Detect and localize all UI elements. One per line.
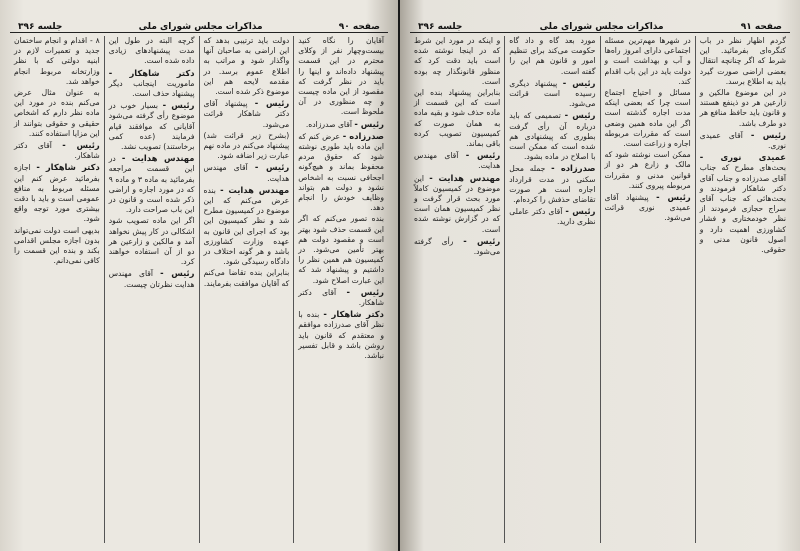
- paragraph-text: اگر این ماده تصویب شود اشکالی در کار پیش نخواهد آمد و مالکین و زارعین هر دو از آن استفاده خواهند کرد.: [108, 216, 195, 267]
- paragraph: [298, 309, 384, 361]
- paragraph-text: آقای صدرزاده.: [305, 119, 352, 129]
- paragraph-text: مورد بعد گاه و داد گاه حکومت می‌کند برای تنظیم امور و قانون هم این را گفته است.: [509, 36, 596, 76]
- paragraph-text: اجازه بفرمائید عرض کنم این مسئله مربوط به منافع عمومی است و باید با دقت بیشتری مورد توجه واقع شود.: [14, 163, 100, 224]
- speaker-name: رئیس -: [346, 286, 384, 297]
- paragraph: [298, 214, 384, 285]
- paragraph: [14, 36, 100, 87]
- paragraph-text: عرض کنم که این ماده باید طوری نوشته شود که حقوق مردم محفوظ بماند و هیچ‌گونه اجحافی نسبت به اشخاص نشود و دولت هم بتواند وظایف خودش را انجام دهد.: [298, 131, 384, 213]
- journal-title: مذاکرات مجلس شورای ملی: [539, 22, 664, 32]
- paragraph-text: بنده با نظر آقای صدرزاده موافقم و معتقدم که قانون باید روشن باشد و قابل تفسیر نباشد.: [298, 310, 384, 361]
- speaker-name: رئیس -: [465, 150, 501, 161]
- paragraph: [414, 36, 500, 87]
- page-header: [10, 18, 388, 33]
- text-column: [695, 36, 790, 543]
- text-column: [293, 36, 388, 543]
- paragraph-text: آقایان را نگاه کنید بیست‌وچهار نفر از وکلای محترم در این قسمت پیشنهاد داده‌اند و اینها را باید در نظر گرفت که مقصود از این ماده چیست و چه منظوری در آن ملحوظ است.: [298, 36, 384, 117]
- paragraph: [509, 36, 595, 77]
- speaker-name: رئیس -: [62, 140, 100, 151]
- paragraph: [204, 131, 290, 162]
- paragraph: [109, 268, 195, 289]
- paragraph-text: بنده تصور می‌کنم که اگر این قسمت حذف شود بهتر است و مقصود دولت هم بهتر تأمین می‌شود. در کمیسیون هم همین نظر را داشتیم و پیشنهاد شد که این عبارت اصلاح شود.: [298, 214, 384, 285]
- speaker-name: دکتر شاهکار -: [36, 162, 100, 173]
- session-number: جلسه ۳۹۶: [18, 22, 63, 32]
- paragraph-text: آقای عمیدی نوری.: [699, 130, 786, 151]
- paragraph: [700, 36, 786, 87]
- paragraph-text: در شهرها مهم‌ترین مسئله اجتماعی دارای امروز راه‌ها و آب و بهداشت است و دولت باید در این باب اقدام کند.: [604, 36, 691, 86]
- paragraph-text: دولت باید ترتیبی بدهد که این اراضی به صاحبان آنها واگذار شود و مراتب به اطلاع عموم برسد. در مقدمه لایحه هم این موضوع ذکر شده است.: [203, 36, 290, 97]
- paragraph: [700, 88, 786, 129]
- page-header: [410, 18, 790, 33]
- paragraph-text: آقای مهندس هدایت.: [203, 163, 290, 183]
- paragraph: [298, 119, 384, 130]
- speaker-name: رئیس -: [564, 110, 596, 121]
- speaker-name: رئیس -: [463, 235, 501, 246]
- speaker-name: رئیس -: [562, 77, 596, 88]
- paragraph: [509, 110, 595, 162]
- paragraph: [605, 150, 691, 191]
- speaker-name: رئیس -: [656, 192, 691, 203]
- paragraph: [700, 152, 786, 255]
- paragraph-text: رأی گرفته می‌شود.: [414, 236, 501, 257]
- paragraph-text: پیشنهاد آقای دکتر شاهکار قرائت می‌شود.: [203, 99, 290, 129]
- paragraph-text: ۸ - اقدام و انجام ساختمان جدید و تعمیرات لازم در ابنیه دولتی که با نظر وزارتخانه مربوط انجام خواهد شد.: [14, 36, 100, 86]
- paragraph: [509, 78, 595, 110]
- paragraph: [109, 216, 195, 267]
- paragraph-text: پیشنهاد آقای عمیدی نوری قرائت می‌شود.: [604, 193, 691, 223]
- paragraph: [509, 206, 595, 227]
- paragraph: [109, 68, 195, 100]
- paragraph: [204, 185, 290, 268]
- text-column: [10, 36, 104, 543]
- speaker-name: دکتر شاهکار -: [108, 67, 195, 78]
- paragraph: [109, 36, 195, 67]
- paragraph: [605, 192, 691, 224]
- paragraph-text: این موضوع در کمیسیون کاملاً مورد بحث قرار گرفت و نظر کمیسیون همان است که در گزارش نوشته شده است.: [414, 173, 501, 234]
- paragraph: [605, 36, 691, 87]
- paragraph: [298, 131, 384, 214]
- text-column: [104, 36, 199, 543]
- paragraph-text: بنابراین بنده تقاضا می‌کنم که آقایان موافقت بفرمایند.: [203, 268, 290, 288]
- right-page: [400, 0, 800, 551]
- paragraph-text: آقای مهندس هدایت.: [414, 151, 501, 171]
- paragraph-text: در این قسمت مراجعه بفرمائید به ماده ۳ و ماده ۹ که در مورد اجاره و اراضی ذکر شده است و قانون در این باب صراحت دارد.: [108, 154, 195, 215]
- paragraph: [14, 226, 100, 267]
- paragraph-text: بسیار خوب در موضوع رأی گرفته می‌شود آقایانی که موافقند قیام فرمایند (عده کمی برخاستند) تصویب نشد.: [108, 101, 195, 152]
- paragraph: [14, 88, 100, 139]
- speaker-name: دکتر شاهکار -: [323, 309, 384, 320]
- paragraph: [414, 88, 500, 149]
- paragraph-text: تصمیمی که باید درباره آن رأی گرفت بطوری که پیشنهادی هم شده است که ممکن است با اصلاح در ماده بشود.: [509, 111, 596, 162]
- paragraph-text: در این موضوع مالکین و زارعین هر دو ذینفع هستند و قانون باید حافظ منافع هر دو طرف باشد.: [699, 88, 786, 128]
- paragraph-text: آقای دکتر شاهکار.: [14, 141, 100, 161]
- speaker-name: عمیدی نوری -: [699, 152, 786, 163]
- paragraph-text: بحث‌های مطرح که جناب آقای صدرزاده و جناب آقای دکتر شاهکار فرمودند و بحث‌هائی که جناب آقای سراج حجازی فرمودند از نظر خودمختاری و فشار کشاورزی اهمیت دارد و اصول قانون مدنی و حقوقی.: [699, 163, 786, 255]
- paragraph-text: ماموریت اینجانب دیگر پیشنهاد حذف است.: [108, 78, 195, 99]
- text-column: [504, 36, 599, 543]
- paragraph: [204, 162, 290, 183]
- page-number: صفحه ۹۰: [338, 22, 380, 32]
- speaker-name: رئیس -: [162, 100, 195, 111]
- paragraph: [605, 88, 691, 149]
- paragraph-text: آقای دکتر عاملی نظری دارید.: [509, 207, 596, 227]
- speaker-name: رئیس -: [254, 162, 290, 173]
- paragraph: [414, 173, 500, 235]
- speaker-name: رئیس -: [565, 206, 596, 217]
- left-page: [0, 0, 398, 551]
- speaker-name: رئیس -: [160, 268, 195, 279]
- paragraph: [700, 130, 786, 151]
- paragraph-text: آقای مهندس هدایت نظرتان چیست.: [108, 269, 195, 289]
- paragraph: [298, 287, 384, 308]
- speaker-name: رئیس -: [254, 98, 290, 109]
- page-number: صفحه ۹۱: [740, 22, 782, 32]
- speaker-name: مهندس هدایت -: [220, 184, 290, 195]
- paragraph: [204, 268, 290, 288]
- text-column: [199, 36, 294, 543]
- paragraph: [14, 162, 100, 224]
- paragraph-text: بنده عرض می‌کنم که این موضوع در کمیسیون مطرح شد و نظر کمیسیون این بود که اجرای این قانون به عهده وزارت کشاورزی باشد و هر گونه اختلاف در دادگاه رسیدگی شود.: [203, 185, 290, 267]
- paragraph-text: به عنوان مثال عرض می‌کنم بنده در مورد این ماده نظر دارم که اشخاص حقیقی و حقوقی بتوانند از این مزایا استفاده کنند.: [14, 88, 100, 138]
- paragraph-text: و اینکه در مورد این شرط که در اینجا نوشته شده است باید دقت کرد که منظور قانونگذار چه بوده است.: [414, 36, 501, 86]
- paragraph-text: آقای دکتر شاهکار.: [298, 287, 384, 308]
- paragraph-text: مسائل و احتیاج اجتماع است چرا که بعضی اینکه مدت اجاره گذشته است اگر این ماده همین وضعی است که مقررات مربوطه اجاره و زراعت است.: [604, 88, 691, 149]
- text-column: [600, 36, 695, 543]
- speaker-name: رئیس -: [750, 129, 786, 140]
- paragraph-text: بنابراین پیشنهاد بنده این است که این قسمت از ماده حذف شود و بقیه ماده به همان صورت که کمیسیون تصویب کرده باقی بماند.: [414, 88, 501, 149]
- paragraph: [509, 163, 595, 205]
- text-columns: [410, 36, 790, 543]
- paragraph: [14, 140, 100, 161]
- journal-title: مذاکرات مجلس شورای ملی: [138, 22, 263, 32]
- paragraph: [414, 150, 500, 171]
- paragraph-text: جمله محل سکنی در مدت قرارداد اجاره است هر صورت تقاضای حذفش را کرده‌ام.: [509, 164, 596, 205]
- paragraph: [298, 36, 384, 118]
- text-columns: [10, 36, 388, 543]
- speaker-name: صدرزاده -: [551, 163, 596, 174]
- speaker-name: رئیس -: [354, 118, 384, 129]
- paragraph: [109, 100, 195, 152]
- paragraph-text: گرچه البته در طول این مدت پیشنهادهای زیادی داده شده است.: [108, 36, 195, 66]
- paragraph-text: پیشنهاد دیگری رسیده است قرائت می‌شود.: [509, 78, 596, 109]
- paragraph-text: گردم اظهار نظر در باب کنگره‌ای بفرمائید. این شرط که اگر چنانچه انتقال بعضی اراضی صورت گیرد باید به اطلاع برسد.: [699, 36, 786, 86]
- speaker-name: مهندس هدایت -: [429, 172, 501, 183]
- paragraph-text: بدیهی است دولت نمی‌تواند بدون اجازه مجلس اقدامی بکند و بنده این قسمت را کافی نمی‌دانم.: [14, 225, 100, 266]
- paragraph: [204, 36, 290, 97]
- speaker-name: صدرزاده -: [342, 130, 384, 141]
- speaker-name: مهندس هدایت -: [121, 153, 195, 164]
- paragraph: [204, 98, 290, 130]
- paragraph: [414, 236, 500, 257]
- paragraph: [109, 153, 195, 215]
- paragraph-text: (بشرح زیر قرائت شد) پیشنهاد می‌کنم در ماده نهم عبارت زیر اضافه شود.: [203, 130, 290, 161]
- session-number: جلسه ۳۹۶: [418, 22, 463, 32]
- paragraph-text: ممکن است نوشته شود که مالک و زارع هر دو از قوانین مدنی و مقررات مربوطه پیروی کنند.: [604, 150, 691, 190]
- text-column: [410, 36, 504, 543]
